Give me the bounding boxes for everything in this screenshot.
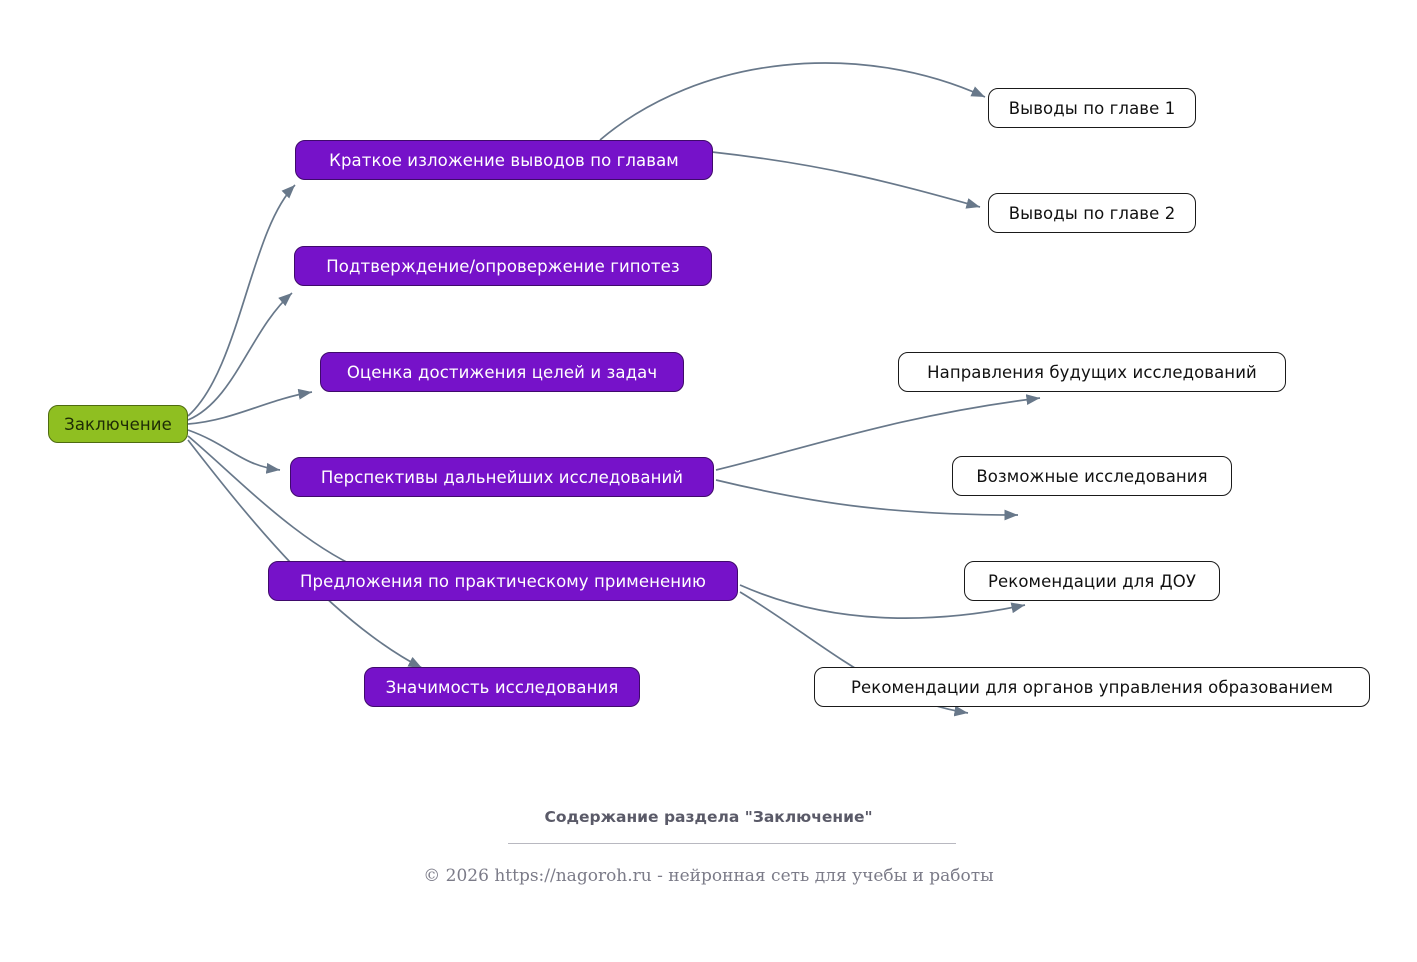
node-branch-1-label: Краткое изложение выводов по главам — [329, 150, 679, 170]
node-branch-2-label: Подтверждение/опровержение гипотез — [326, 256, 680, 276]
caption-divider — [508, 843, 956, 844]
node-leaf-6[interactable] — [814, 667, 1370, 707]
node-branch-5[interactable] — [268, 561, 738, 601]
node-branch-5-label: Предложения по практическому применению — [300, 571, 706, 591]
node-branch-3-label: Оценка достижения целей и задач — [346, 362, 658, 382]
edge-root-b4 — [188, 430, 280, 470]
node-root-label: Заключение — [64, 414, 172, 434]
node-branch-6-label: Значимость исследования — [385, 677, 619, 697]
edge-b1-l1 — [600, 63, 985, 140]
edge-root-b1 — [188, 185, 295, 416]
node-root[interactable] — [48, 405, 188, 443]
node-leaf-2-label: Выводы по главе 2 — [1008, 203, 1176, 223]
node-leaf-2[interactable] — [988, 193, 1196, 233]
footer-text: © 2026 https://nagoroh.ru - нейронная сеть для учебы и работы — [423, 866, 994, 886]
node-branch-1[interactable] — [295, 140, 713, 180]
edge-root-b3 — [188, 392, 312, 424]
node-branch-4-label: Перспективы дальнейших исследований — [320, 467, 684, 487]
node-leaf-1-label: Выводы по главе 1 — [1008, 98, 1176, 118]
node-branch-6[interactable] — [364, 667, 640, 707]
edge-b1-l2 — [712, 152, 980, 207]
edge-root-b2 — [188, 293, 292, 420]
node-leaf-6-label: Рекомендации для органов управления образованием — [850, 677, 1334, 697]
node-branch-3[interactable] — [320, 352, 684, 392]
node-leaf-1[interactable] — [988, 88, 1196, 128]
diagram-caption: Содержание раздела "Заключение" — [544, 808, 873, 826]
node-branch-4[interactable] — [290, 457, 714, 497]
node-leaf-5-label: Рекомендации для ДОУ — [987, 571, 1197, 591]
node-leaf-4[interactable] — [952, 456, 1232, 496]
node-leaf-5[interactable] — [964, 561, 1220, 601]
node-leaf-3-label: Направления будущих исследований — [927, 362, 1257, 382]
node-leaf-3[interactable] — [898, 352, 1286, 392]
node-branch-2[interactable] — [294, 246, 712, 286]
node-leaf-4-label: Возможные исследования — [976, 466, 1208, 486]
